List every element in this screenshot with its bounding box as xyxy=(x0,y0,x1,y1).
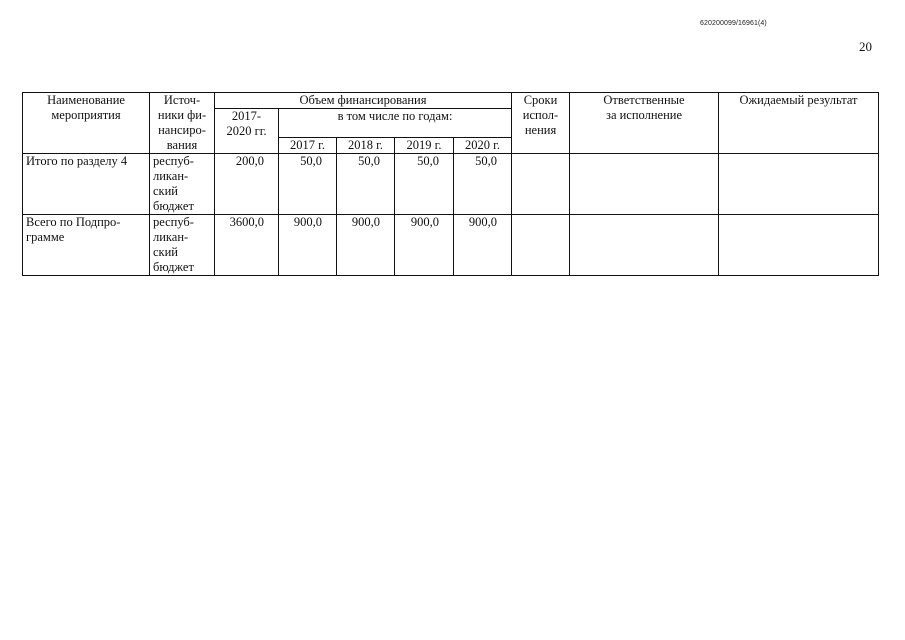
row-name: Итого по разделу 4 xyxy=(23,154,150,215)
row-terms xyxy=(512,154,570,215)
row-year-2019: 900,0 xyxy=(395,215,454,276)
header-year-2017: 2017 г. xyxy=(279,138,337,154)
header-terms: Сроки испол- нения xyxy=(512,93,570,154)
table-row xyxy=(23,154,879,215)
row-source: респуб- ликан- ский бюджет xyxy=(150,215,215,276)
header-year-2020: 2020 г. xyxy=(454,138,512,154)
header-responsible: Ответственные за исполнение xyxy=(570,93,719,154)
row-year-2020: 50,0 xyxy=(454,154,512,215)
header-result: Ожидаемый результат xyxy=(719,93,879,154)
row-terms xyxy=(512,215,570,276)
header-by-years: в том числе по годам: xyxy=(279,109,512,138)
funding-table xyxy=(22,92,879,276)
row-total: 3600,0 xyxy=(215,215,279,276)
header-name: Наименование мероприятия xyxy=(23,93,150,154)
row-year-2020: 900,0 xyxy=(454,215,512,276)
row-responsible xyxy=(570,154,719,215)
document-id: 620200099/16961(4) xyxy=(700,20,767,27)
row-result xyxy=(719,215,879,276)
row-year-2019: 50,0 xyxy=(395,154,454,215)
header-funding: Объем финансирования xyxy=(215,93,512,109)
row-result xyxy=(719,154,879,215)
row-year-2017: 900,0 xyxy=(279,215,337,276)
table-row xyxy=(23,215,879,276)
row-year-2018: 900,0 xyxy=(337,215,395,276)
row-responsible xyxy=(570,215,719,276)
row-year-2018: 50,0 xyxy=(337,154,395,215)
header-row-1 xyxy=(23,93,879,109)
header-year-2019: 2019 г. xyxy=(395,138,454,154)
row-total: 200,0 xyxy=(215,154,279,215)
header-total-period: 2017- 2020 гг. xyxy=(215,109,279,154)
page-number: 20 xyxy=(859,39,872,54)
header-year-2018: 2018 г. xyxy=(337,138,395,154)
row-name: Всего по Подпро- грамме xyxy=(23,215,150,276)
row-year-2017: 50,0 xyxy=(279,154,337,215)
row-source: респуб- ликан- ский бюджет xyxy=(150,154,215,215)
header-source: Источ- ники фи- нансиро- вания xyxy=(150,93,215,154)
